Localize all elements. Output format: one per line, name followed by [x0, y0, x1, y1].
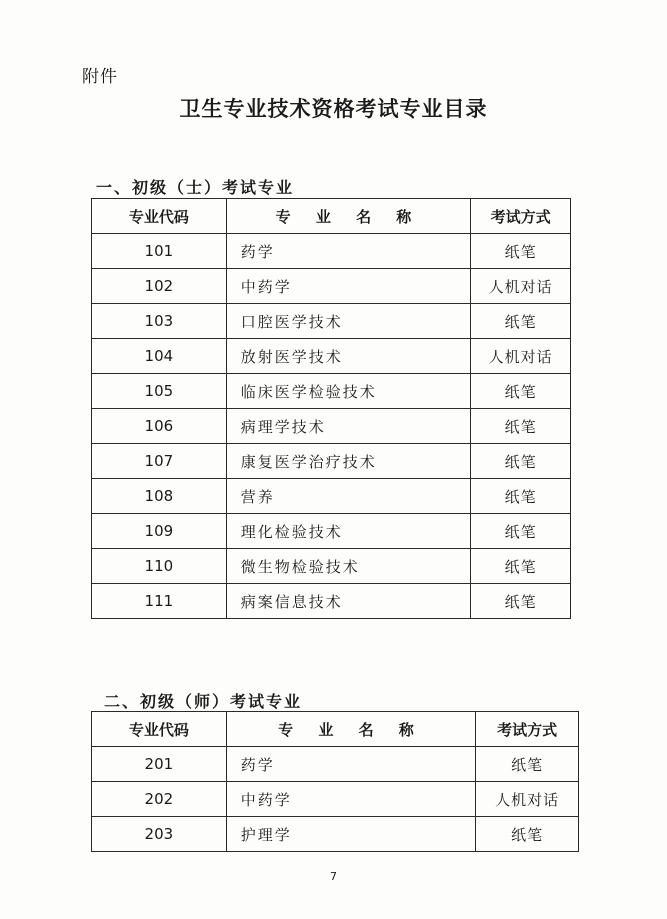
cell-name: 康复医学治疗技术 — [226, 444, 470, 479]
cell-mode: 纸笔 — [471, 304, 571, 339]
cell-code: 202 — [92, 782, 227, 817]
cell-code: 109 — [92, 514, 227, 549]
table-header-row — [92, 199, 571, 234]
cell-name: 放射医学技术 — [226, 339, 470, 374]
cell-code: 105 — [92, 374, 227, 409]
attachment-label: 附件 — [82, 67, 118, 87]
cell-mode: 纸笔 — [471, 444, 571, 479]
cell-name: 中药学 — [226, 269, 470, 304]
cell-mode: 人机对话 — [476, 782, 579, 817]
cell-code: 104 — [92, 339, 227, 374]
section-heading-junior-shi: 一、初级（士）考试专业 — [96, 178, 295, 197]
table-row — [92, 339, 571, 374]
table-row — [92, 747, 579, 782]
table-row — [92, 374, 571, 409]
cell-mode: 纸笔 — [471, 549, 571, 584]
cell-code: 101 — [92, 234, 227, 269]
column-header-name: 专 业 名 称 — [226, 712, 475, 747]
column-header-mode: 考试方式 — [476, 712, 579, 747]
column-header-mode: 考试方式 — [471, 199, 571, 234]
cell-name: 病案信息技术 — [226, 584, 470, 619]
cell-mode: 纸笔 — [471, 584, 571, 619]
cell-name: 中药学 — [226, 782, 475, 817]
table-junior-teacher — [91, 711, 579, 852]
table-row — [92, 444, 571, 479]
cell-code: 108 — [92, 479, 227, 514]
cell-mode: 纸笔 — [471, 234, 571, 269]
cell-code: 110 — [92, 549, 227, 584]
cell-mode: 纸笔 — [476, 817, 579, 852]
table-row — [92, 584, 571, 619]
table-row — [92, 234, 571, 269]
cell-code: 106 — [92, 409, 227, 444]
page-number: 7 — [330, 870, 337, 883]
table-row — [92, 409, 571, 444]
table-junior-shi — [91, 198, 571, 619]
cell-name: 护理学 — [226, 817, 475, 852]
table-row — [92, 304, 571, 339]
document-title: 卫生专业技术资格考试专业目录 — [179, 96, 488, 121]
cell-mode: 纸笔 — [471, 479, 571, 514]
cell-code: 107 — [92, 444, 227, 479]
cell-mode: 纸笔 — [471, 514, 571, 549]
cell-code: 102 — [92, 269, 227, 304]
table-row — [92, 782, 579, 817]
cell-name: 微生物检验技术 — [226, 549, 470, 584]
table-row — [92, 269, 571, 304]
cell-code: 111 — [92, 584, 227, 619]
cell-mode: 纸笔 — [476, 747, 579, 782]
table-row — [92, 514, 571, 549]
cell-name: 临床医学检验技术 — [226, 374, 470, 409]
cell-mode: 纸笔 — [471, 374, 571, 409]
table-row — [92, 479, 571, 514]
column-header-code: 专业代码 — [92, 199, 227, 234]
section-heading-junior-shi2: 二、初级（师）考试专业 — [104, 692, 303, 711]
cell-name: 口腔医学技术 — [226, 304, 470, 339]
cell-name: 理化检验技术 — [226, 514, 470, 549]
column-header-code: 专业代码 — [92, 712, 227, 747]
table-header-row — [92, 712, 579, 747]
cell-name: 药学 — [226, 747, 475, 782]
cell-code: 203 — [92, 817, 227, 852]
cell-code: 201 — [92, 747, 227, 782]
cell-name: 病理学技术 — [226, 409, 470, 444]
cell-mode: 人机对话 — [471, 269, 571, 304]
cell-name: 药学 — [226, 234, 470, 269]
table-row — [92, 549, 571, 584]
cell-mode: 人机对话 — [471, 339, 571, 374]
cell-name: 营养 — [226, 479, 470, 514]
cell-code: 103 — [92, 304, 227, 339]
column-header-name: 专 业 名 称 — [226, 199, 470, 234]
cell-mode: 纸笔 — [471, 409, 571, 444]
table-row — [92, 817, 579, 852]
